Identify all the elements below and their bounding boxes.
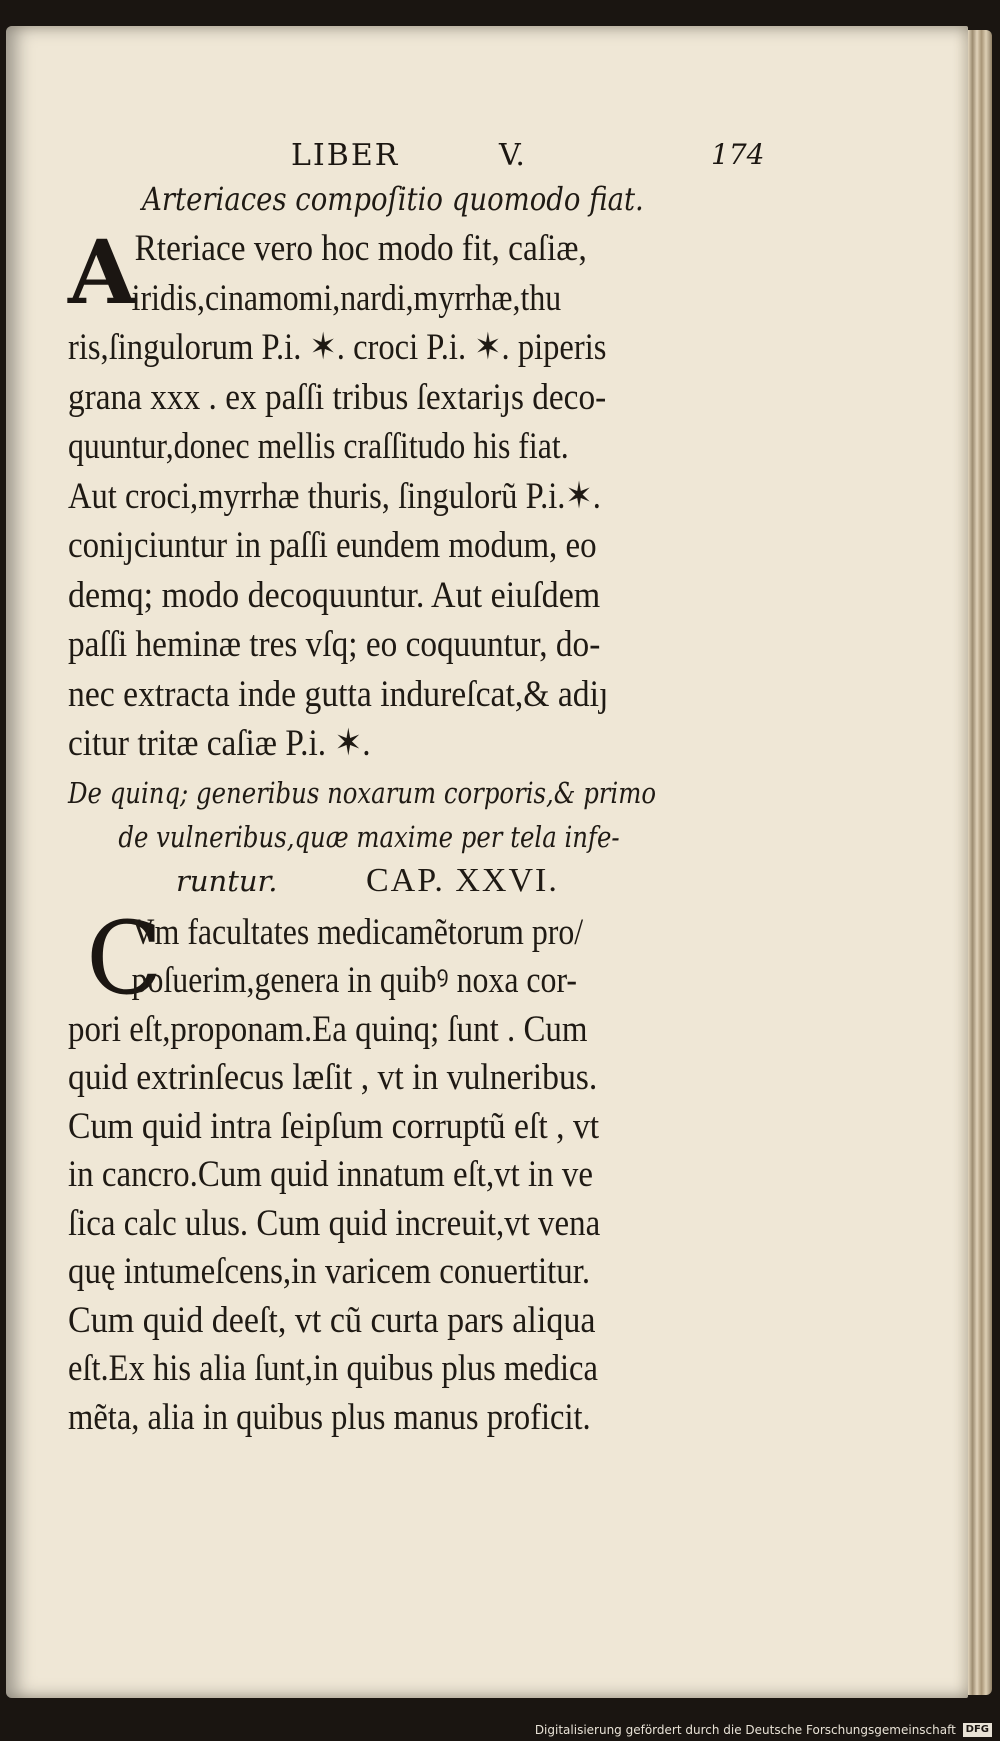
text-line: ſica calc ulus. Cum quid increuit,vt vena bbox=[68, 1202, 601, 1244]
paragraph-arteriace bbox=[68, 220, 788, 769]
drop-capital-c: C bbox=[86, 899, 163, 1017]
running-head-liber: LIBER bbox=[291, 138, 400, 173]
text-line: Cum quid intra ſeipſum corruptũ eſt , vt bbox=[68, 1105, 600, 1147]
text-line: mẽta, alia in quibus plus manus proficit. bbox=[68, 1396, 591, 1438]
text-line: Cum quid deeſt, vt cũ curta pars aliqua bbox=[68, 1299, 596, 1341]
text-line: iridis,cinamomi,nardi,myrrhæ,thu bbox=[131, 277, 562, 319]
section-heading-arteriaces: Arteriaces compoſitio quomodo fiat. bbox=[142, 180, 644, 218]
paragraph-cum-facultates bbox=[68, 899, 788, 1443]
page-number: 174 bbox=[711, 138, 765, 171]
text-block bbox=[68, 176, 788, 1442]
chapter-heading bbox=[68, 771, 788, 903]
chapter-heading-line: de vulneribus,quæ maxime per tela infe- bbox=[118, 819, 620, 854]
chapter-number: CAP. XXVI. bbox=[366, 861, 559, 899]
text-line: poſuerim,genera in quibꝰ noxa cor- bbox=[131, 960, 578, 1001]
running-head-book-number: V. bbox=[499, 138, 525, 173]
running-head bbox=[291, 138, 765, 178]
text-line: Aut croci,myrrhæ thuris, ſingulorũ P.i.✶. bbox=[68, 475, 601, 517]
text-line: quid extrinſecus læſit , vt in vulneribus. bbox=[68, 1057, 598, 1098]
chapter-heading-line: runtur. bbox=[176, 863, 278, 898]
chapter-heading-line: De quinq; generibus noxarum corporis,& primo bbox=[68, 775, 656, 810]
text-line: eſt.Ex his alia ſunt,in quibus plus medica bbox=[68, 1348, 598, 1389]
text-line: grana xxx . ex paſſi tribus ſextariȷs deco- bbox=[68, 376, 607, 418]
digitization-credit-text: Digitalisierung gefördert durch die Deutsche Forschungsgemeinschaft bbox=[534, 1722, 956, 1737]
text-line: paſſi heminæ tres vſq; eo coquuntur, do- bbox=[68, 624, 601, 665]
text-line: quuntur,donec mellis craſſitudo his fiat. bbox=[68, 426, 569, 467]
text-line: Rteriace vero hoc modo fit, caſiæ, bbox=[134, 228, 587, 269]
dfg-logo-icon: DFG bbox=[963, 1723, 992, 1737]
text-line: Vm facultates medicamẽtorum pro/ bbox=[131, 911, 584, 953]
drop-capital-a: A bbox=[68, 220, 137, 324]
text-line: demq; modo decoquuntur. Aut eiuſdem bbox=[68, 574, 601, 616]
chapter-heading-line-with-number bbox=[68, 859, 788, 903]
text-line: nec extracta inde gutta indureſcat,& adiȷ bbox=[68, 673, 609, 715]
text-line: coniȷciuntur in paſſi eundem modum, eo bbox=[68, 525, 597, 566]
text-line: pori eſt,proponam.Ea quinq; ſunt . Cum bbox=[68, 1008, 588, 1050]
book-page bbox=[6, 26, 968, 1698]
digitization-credit bbox=[535, 1723, 992, 1738]
text-line: citur tritæ caſiæ P.i. ✶. bbox=[68, 723, 371, 764]
text-line: quę intumeſcens,in varicem conuertitur. bbox=[68, 1251, 591, 1292]
text-line: in cancro.Cum quid innatum eſt,vt in ve bbox=[68, 1154, 593, 1195]
text-line: ris,ſingulorum P.i. ✶. croci P.i. ✶. piperis bbox=[68, 327, 607, 368]
